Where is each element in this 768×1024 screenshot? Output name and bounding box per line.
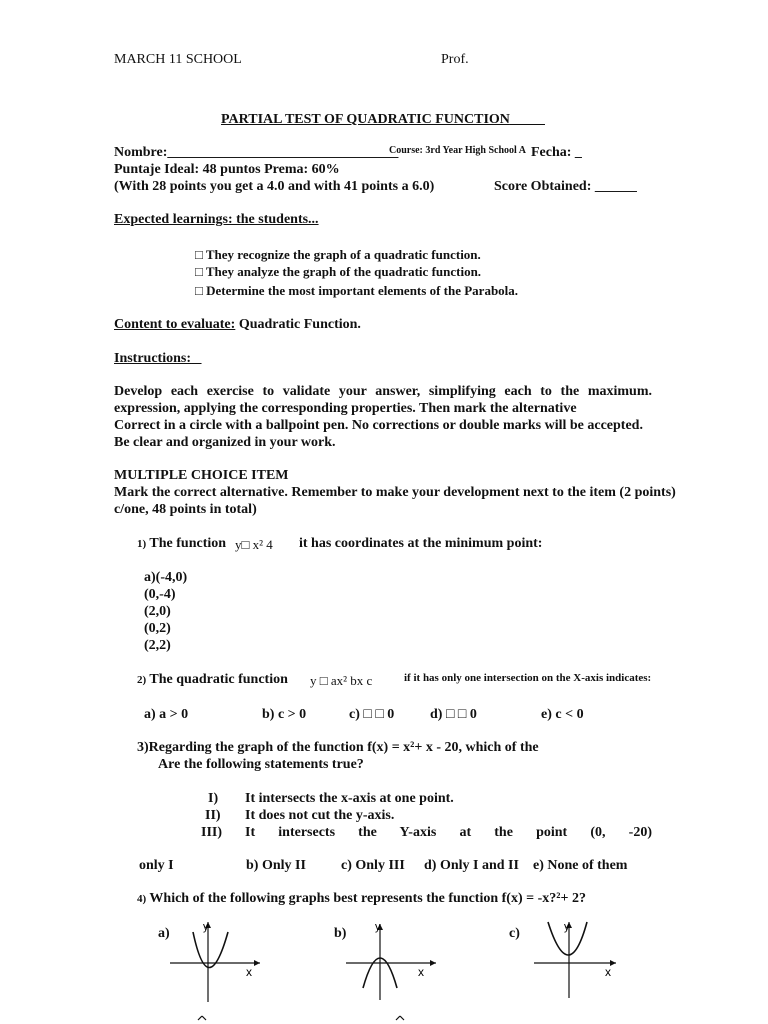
content-value: Quadratic Function. — [235, 317, 361, 332]
axis-y-label: y — [203, 921, 209, 933]
q1-tail: it has coordinates at the minimum point: — [299, 536, 543, 551]
q3-statement: It intersects the x-axis at one point. — [245, 791, 454, 806]
learning-item: □ They recognize the graph of a quadratic function. — [195, 247, 481, 262]
nombre-label: Nombre: — [114, 145, 168, 160]
q3-answer[interactable]: only I — [139, 858, 174, 873]
q3-answer[interactable]: e) None of them — [533, 858, 628, 873]
graph-c[interactable] — [524, 918, 634, 1024]
axis-y-label: y — [564, 921, 570, 933]
professor-label: Prof. — [441, 52, 469, 67]
q3-answer[interactable]: b) Only II — [246, 858, 306, 873]
q2-option[interactable]: c) □ □ 0 — [349, 707, 395, 722]
bullet-box-icon: □ — [195, 247, 203, 262]
axis-x-label: x — [605, 965, 611, 979]
course-label: Course: 3rd Year High School A — [389, 145, 526, 156]
score-obtained: Score Obtained: ______ — [494, 179, 637, 194]
question-3: 3)Regarding the graph of the function f(x) = x²+ x - 20, which of the — [137, 740, 539, 755]
school-name: MARCH 11 SCHOOL — [114, 52, 242, 67]
multiple-choice-instruction: Mark the correct alternative. Remember to make your development next to the item (2 points) — [114, 485, 676, 500]
learning-item: □ Determine the most important elements of the Parabola. — [195, 283, 519, 298]
axis-x-label: x — [418, 965, 424, 979]
q2-formula: y □ ax² bx c — [310, 673, 373, 688]
q1-option[interactable]: (0,-4) — [144, 587, 176, 602]
q3-statement-num: I) — [208, 791, 219, 806]
question-4: 4) Which of the following graphs best represents the function f(x) = -x?²+ 2? — [137, 891, 586, 906]
q2-option[interactable]: a) a > 0 — [144, 707, 189, 722]
grading-scale: (With 28 points you get a 4.0 and with 41 points a 6.0) — [114, 179, 435, 194]
q3-statement: It intersects the Y-axis at the point (0, -20) — [245, 825, 652, 840]
instruction-line: expression, applying the corresponding properties. Then mark the alternative — [114, 401, 577, 416]
q2-tail: if it has only one intersection on the X-axis indicates: — [404, 672, 652, 684]
q3-answer[interactable]: c) Only III — [341, 858, 405, 873]
learning-item: □ They analyze the graph of the quadratic function. — [195, 264, 482, 279]
q2-option[interactable]: b) c > 0 — [262, 707, 307, 722]
multiple-choice-points: c/one, 48 points in total) — [114, 502, 257, 517]
q1-option[interactable]: a)(-4,0) — [144, 570, 188, 585]
nombre-field — [114, 145, 398, 161]
graph-option-label[interactable]: a) — [158, 926, 170, 941]
q1-formula: y□ x² 4 — [235, 537, 273, 552]
page-title: PARTIAL TEST OF QUADRATIC FUNCTION_____ — [221, 112, 545, 127]
graph-option-label[interactable]: b) — [334, 926, 347, 941]
q3-answer[interactable]: d) Only I and II — [424, 858, 519, 873]
question-3-cont: Are the following statements true? — [158, 757, 364, 772]
instruction-line: Correct in a circle with a ballpoint pen. No corrections or double marks will be accepted. — [114, 418, 643, 433]
axis-x-label: x — [246, 965, 252, 979]
axis-y-label: y — [375, 921, 381, 933]
bullet-box-icon: □ — [195, 283, 203, 298]
graph-a[interactable] — [160, 918, 270, 1024]
puntaje-line: Puntaje Ideal: 48 puntos Prema: 60% — [114, 162, 340, 177]
graph-option-label[interactable]: c) — [509, 926, 520, 941]
instruction-line: Develop each exercise to validate your answer, simplifying each to the maximum. — [114, 384, 652, 399]
instructions-heading: Instructions: — [114, 351, 192, 366]
instruction-line: Be clear and organized in your work. — [114, 435, 336, 450]
multiple-choice-heading: MULTIPLE CHOICE ITEM — [114, 468, 289, 483]
nombre-line: _________________________________ — [167, 145, 399, 160]
fecha-field: Fecha: _ — [531, 145, 582, 160]
bullet-box-icon: □ — [195, 264, 203, 279]
q1-option[interactable]: (0,2) — [144, 621, 171, 636]
parabola-up — [193, 932, 228, 968]
q2-option[interactable]: d) □ □ 0 — [430, 707, 477, 722]
q3-statement-num: II) — [205, 808, 221, 823]
content-to-evaluate — [114, 317, 361, 333]
question-1: 1) The function — [137, 536, 227, 551]
q3-statement: It does not cut the y-axis. — [245, 808, 395, 823]
q1-option[interactable]: (2,2) — [144, 638, 171, 653]
q3-statement-num: III) — [201, 825, 223, 840]
question-2: 2) The quadratic function — [137, 672, 288, 687]
q2-option[interactable]: e) c < 0 — [541, 707, 584, 722]
q1-option[interactable]: (2,0) — [144, 604, 171, 619]
graph-b[interactable] — [336, 918, 446, 1024]
content-label: Content to evaluate: — [114, 317, 236, 332]
expected-learnings-heading: Expected learnings: the students... — [114, 212, 319, 227]
